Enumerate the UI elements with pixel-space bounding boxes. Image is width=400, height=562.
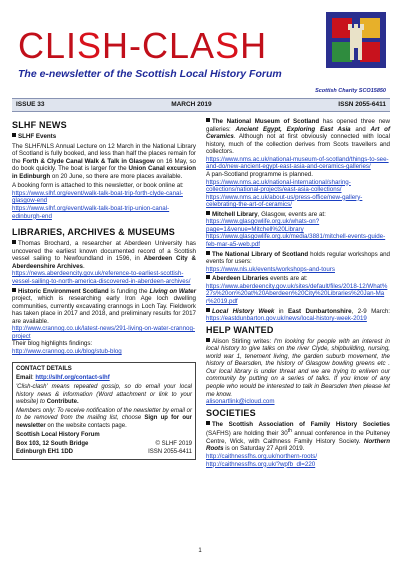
bullet-square-icon xyxy=(206,118,210,122)
bullet-square-icon xyxy=(206,251,210,255)
nms-paragraph: The National Museum of Scotland has opened three new galleries: Ancient Egypt, Exploring East Asia and Art of Ceramics. Although not at first obviously connected with local history, much of the collection derives from Scots travellers and collectors. https://www.nms.ac.uk/national-museum-of-scotland/things-to-see-and-do/new-ancient-egypt-east-asia-and-ceramics-galleries/ A pan-Scotland programme is planned. https://www.nms.ac.uk/national-international/sharing-collections/national-projects/east-asia-collections/ https://www.nms.ac.uk/about-us/press-office/new-gallery-celebrating-the-art-of-ceramics/ xyxy=(206,118,391,209)
link-forth-clyde[interactable]: https://www.slhf.org/event/walk-talk-boat-trip-forth-clyde-canal-glasgow-end xyxy=(12,189,183,205)
hes-paragraph: Historic Environment Scotland is funding the Living on Water project, which is researching early Iron Age loch dwelling communities, currently excavating crannogs in Loch Tay. Fieldwork has taken place in 2017 and 2018, and preliminary results for 2017 are available. http://www.crannog.co.uk/latest-news/291-living-on-water-crannog-project Their blog highlights findings: http://www.crannog.co.uk/blog/stub-blog xyxy=(12,287,197,355)
aberdeen-archives-paragraph: Thomas Brochard, a researcher at Aberdeen University has uncovered the earliest known documented record of a Scottish vessel sailing to Newfoundland in 1596, in Aberdeen City & Aberdeenshire Archives. https://news.aberdeencity.gov.uk/reference-to-earliest-scottish-vessel-sailing-to-north-america-discovered-in-aberdeen-archives/ xyxy=(12,240,196,285)
booking-paragraph: A booking form is attached to this newsletter, or book online at: https://www.slhf.org/event/walk-talk-boat-trip-forth-clyde-canal-glasgow-end https://www.slhf.org/event/walk-talk-boat-trip-union-canal-edinburgh-end xyxy=(12,182,184,220)
bullet-square-icon xyxy=(206,338,210,342)
help-paragraph: Alison Stirling writes: I'm looking for people with an interest in local history to give talks on the river Clyde, shipbuilding, nursing, world war 1, tenement living, the garden suburb movement, the history of Bearsden, the history of Glasgow bowling greens etc . Our local library is under threat and we are trying to enliven our community by putting on a series of talks. If you know of any people who would be interested to talk in Bearsden then please let me know. alisonartlink@icloud.com xyxy=(206,337,390,406)
events-heading: SLHF Events xyxy=(12,133,196,141)
safhs-paragraph: The Scottish Association of Family History Societies (SAFHS) are holding their 30th annual conference in the Pulteney Centre, Wick, with Caithness Family History Society. Northern Roots is on Saturday 27 April 2019. http://caithnessfhs.org.uk/northern-roots/ http://caithnessfhs.org.uk/?wpfb_dl=220 xyxy=(206,420,390,468)
link-mitchell-whats-on[interactable]: https://www.glasgowlife.org.uk/whats-on?page=1&venue=Mitchell%20Library xyxy=(206,218,320,233)
left-column xyxy=(12,118,196,460)
link-nms-ceramics[interactable]: https://www.nms.ac.uk/about-us/press-office/new-gallery-celebrating-the-art-of-ceramics/ xyxy=(206,193,363,209)
issue-number: ISSUE 33 xyxy=(16,101,45,109)
charity-number: Scottish Charity SCO15850 xyxy=(315,88,386,94)
bullet-square-icon xyxy=(12,133,16,137)
newsletter-logo: CLISH-CLASH xyxy=(18,25,268,66)
address-line-1: Scottish Local History Forum xyxy=(16,432,100,439)
contact-details-box xyxy=(12,362,196,460)
section-heading-societies: SOCIETIES xyxy=(206,407,256,418)
link-aberdeen-libraries[interactable]: https://www.aberdeencity.gov.uk/sites/default/files/2018-12/What%27s%20on%20at%20Aberdeen%20City%20Libraries%20Jan-Mar%2019.pdf xyxy=(206,282,388,305)
page-number: 1 xyxy=(198,548,202,554)
section-heading-slhf-news: SLHF NEWS xyxy=(12,120,67,130)
link-alison-email[interactable]: alisonartlink@icloud.com xyxy=(206,398,275,406)
contact-heading: CONTACT DETAILS xyxy=(16,365,72,372)
bullet-square-icon xyxy=(206,211,210,215)
bullet-square-icon xyxy=(206,421,210,425)
link-mitchell-guide[interactable]: https://www.glasgowlife.org.uk/media/3881/mitchell-events-guide-feb-mar-a5-web.pdf xyxy=(206,233,386,248)
section-heading-help-wanted: HELP WANTED xyxy=(206,324,274,335)
issn: ISSN 2055-6411 xyxy=(338,101,386,109)
mitchell-paragraph: Mitchell Library, Glasgow, events are at: https://www.glasgowlife.org.uk/whats-on?page=1&venue=Mitchell%20Library https://www.glasgowlife.org.uk/media/3881/mitchell-events-guide-feb-mar-a5-web.pdf xyxy=(206,210,386,248)
address-row-2: Box 103, 12 South Bridge © SLHF 2019 xyxy=(16,441,192,448)
link-local-history-week[interactable]: https://eastdunbarton.gov.uk/news/local-history-week-2019 xyxy=(206,315,367,323)
link-crannog-blog[interactable]: http://www.crannog.co.uk/blog/stub-blog xyxy=(12,348,122,355)
tagline: The e-newsletter of the Scottish Local History Forum xyxy=(18,68,282,80)
bullet-square-icon xyxy=(206,275,210,279)
issue-date: MARCH 2019 xyxy=(171,101,212,109)
link-union-canal[interactable]: https://www.slhf.org/event/walk-talk-boat-trip-union-canal-edinburgh-end xyxy=(12,205,170,220)
bullet-square-icon xyxy=(12,240,16,244)
issue-bar xyxy=(12,98,390,112)
aberdeen-libraries-paragraph: Aberdeen Libraries events are at: https://www.aberdeencity.gov.uk/sites/default/files/2018-12/What%27s%20on%20at%20Aberdeen%20City%20Libraries%20Jan-Mar%2019.pdf xyxy=(206,275,388,305)
link-nls-workshops[interactable]: https://www.nls.uk/events/workshops-and-tours xyxy=(206,265,335,273)
contact-paragraph-1: 'Clish-clash' means repeated gossip, so do email your local history news & information (Word attachment or link to your website) to Contribute. xyxy=(16,384,192,405)
right-column xyxy=(206,118,390,470)
link-aberdeen-archives[interactable]: https://news.aberdeencity.gov.uk/reference-to-earliest-scottish-vessel-sailing-to-north-america-discovered-in-aberdeen-archives/ xyxy=(12,270,191,285)
castle-icon xyxy=(326,12,386,68)
events-paragraph: The SLHF/NLS Annual Lecture on 12 March in the National Library of Scotland is fully booked, and less than half the places remain for the Forth & Clyde Canal Walk & Talk in Glasgow on 16 May, so do book quickly. The boat is larger for the Union Canal excursion in Edinburgh on 20 June, so there are more places available. xyxy=(12,142,196,180)
link-northern-roots[interactable]: http://caithnessfhs.org.uk/northern-roots/ xyxy=(206,452,318,460)
link-nms-galleries[interactable]: https://www.nms.ac.uk/national-museum-of-scotland/things-to-see-and-do/new-ancient-egypt-east-asia-and-ceramics-galleries/ xyxy=(206,155,389,171)
bullet-square-icon xyxy=(12,288,16,292)
section-heading-libraries: LIBRARIES, ARCHIVES & MUSEUMS xyxy=(12,227,175,238)
bullet-square-icon xyxy=(206,308,210,312)
link-crannog-project[interactable]: http://www.crannog.co.uk/latest-news/291-living-on-water-crannog-project xyxy=(12,325,195,340)
link-nms-east-asia[interactable]: https://www.nms.ac.uk/national-international/sharing-collections/national-projects/east-asia-collections/ xyxy=(206,178,351,194)
contact-email: Email: http://slhf.org/contact-slhf xyxy=(16,374,110,381)
link-contact[interactable]: http://slhf.org/contact-slhf xyxy=(35,374,110,381)
nls-paragraph: The National Library of Scotland holds regular workshops and events for users: https://www.nls.uk/events/workshops-and-tours xyxy=(206,250,390,273)
masthead xyxy=(12,10,390,98)
contact-paragraph-2: Members only: To receive notification of the newsletter by email or to be removed from the mailing list, choose Sign up for our newsletter on the website contacts page. xyxy=(16,408,192,429)
link-caithness-download[interactable]: http://caithnessfhs.org.uk/?wpfb_dl=220 xyxy=(206,460,316,468)
address-row-3: Edinburgh EH1 1DD ISSN 2055-6411 xyxy=(16,448,192,455)
local-history-week-paragraph: Local History Week in East Dunbartonshire, 2-9 March: https://eastdunbarton.gov.uk/news/local-history-week-2019 xyxy=(206,307,391,323)
